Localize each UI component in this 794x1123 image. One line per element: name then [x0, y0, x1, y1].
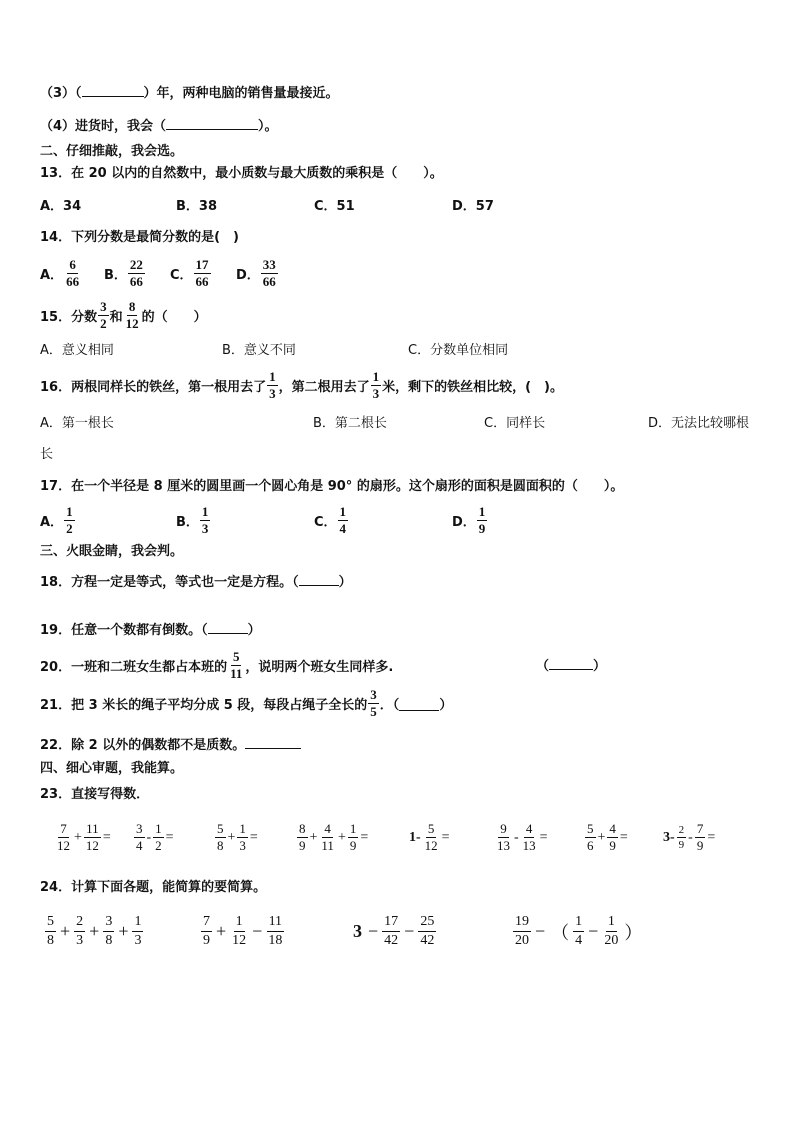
q3-answer-blank[interactable] [82, 82, 144, 97]
q24-expr-1: $\frac{5}{8}$ + $\frac{2}{3}$ + $\frac{3}{8}$ + $\frac{1}{3}$ [47, 914, 142, 948]
fraction: $\frac{33}{66}$ [262, 257, 276, 289]
q17-option-d[interactable]: D． $\frac{1}{9}$ [452, 504, 486, 536]
fraction: $\frac{4}{9}$ [609, 821, 616, 853]
q20-line: 20．一班和二班女生都占本班的 $\frac{5}{11}$ ，说明两个班女生同样多. [40, 649, 394, 681]
fraction: $\frac{1}{9}$ [349, 821, 357, 853]
fraction: $\frac{7}{12}$ [57, 821, 70, 853]
q13-option-b[interactable]: B．38 [176, 199, 217, 214]
fraction: $\frac{1}{4}$ [575, 914, 583, 948]
q20-answer: （ ） [536, 655, 606, 676]
q14-option-b[interactable]: B． $\frac{22}{66}$ [104, 257, 143, 289]
q19-answer-blank[interactable] [208, 619, 248, 634]
q17-text: 17．在一个半径是 8 厘米的圆里画一个圆心角是 90° 的扇形。这个扇形的面积是圆面积的（ ）。 [40, 479, 624, 494]
q13-option-c[interactable]: C．51 [314, 199, 355, 214]
q23-item-6: $\frac{9}{13}$ - $\frac{4}{13}$ = [497, 821, 548, 853]
fraction: $\frac{1}{3}$ [201, 504, 209, 536]
fraction: $\frac{6}{66}$ [66, 257, 80, 289]
fraction: $\frac{1}{2}$ [66, 504, 73, 536]
q17-option-b[interactable]: B． $\frac{1}{3}$ [176, 504, 209, 536]
q13-text: 13．在 20 以内的自然数中，最小质数与最大质数的乘积是（ ）。 [40, 166, 443, 181]
fraction: $\frac{1}{2}$ [155, 821, 162, 853]
q24-text: 24．计算下面各题，能简算的要简算。 [40, 880, 267, 895]
q20-answer-blank[interactable] [549, 655, 593, 670]
q4-answer-blank[interactable] [166, 115, 258, 130]
fraction: $\frac{1}{3}$ [239, 821, 246, 853]
q23-item-7: $\frac{5}{6}$ + $\frac{4}{9}$ = [587, 821, 628, 853]
fraction: $\frac{4}{11}$ [321, 821, 334, 853]
fraction: $\frac{5}{6}$ [587, 821, 594, 853]
section3-heading: 三、火眼金睛，我会判。 [40, 544, 184, 559]
fraction: $\frac{1}{3}$ [269, 369, 276, 401]
fraction: $\frac{1}{20}$ [604, 914, 619, 948]
q14-option-c[interactable]: C． $\frac{17}{66}$ [170, 257, 209, 289]
fraction: $\frac{3}{8}$ [105, 914, 113, 948]
q13-option-a[interactable]: A．34 [40, 199, 82, 214]
q24-expr-4: $\frac{19}{20}$ − （ $\frac{1}{4}$ − $\frac{1}{20}$ ） [515, 914, 643, 948]
fraction: $\frac{4}{13}$ [522, 821, 536, 853]
q13-option-d[interactable]: D．57 [452, 199, 494, 214]
fraction: $\frac{3}{2}$ [100, 299, 107, 331]
q19-line: 19．任意一个数都有倒数。（ ） [40, 619, 261, 640]
fraction: $\frac{5}{11}$ [230, 649, 243, 681]
fraction: $\frac{5}{12}$ [424, 821, 438, 853]
q18-answer-blank[interactable] [299, 571, 339, 586]
fraction: $\frac{1}{4}$ [339, 504, 347, 536]
q24-expr-3: 3 − $\frac{17}{42}$ − $\frac{25}{42}$ [353, 914, 435, 948]
fraction: $\frac{1}{3}$ [372, 369, 380, 401]
q16-option-a[interactable]: A．第一根长 [40, 416, 114, 431]
fraction: $\frac{2}{3}$ [76, 914, 84, 948]
fraction: $\frac{7}{9}$ [203, 914, 210, 948]
q22-line: 22．除 2 以外的偶数都不是质数。 [40, 734, 301, 755]
fraction: $\frac{5}{8}$ [217, 821, 224, 853]
fraction: $\frac{8}{9}$ [299, 821, 306, 853]
q18-line: 18．方程一定是等式，等式也一定是方程。（ ） [40, 571, 352, 592]
q15-option-a[interactable]: A．意义相同 [40, 343, 114, 358]
q23-item-5: 1- $\frac{5}{12}$ = [409, 821, 450, 853]
q21-answer-blank[interactable] [399, 696, 439, 711]
fraction: $\frac{11}{12}$ [85, 821, 99, 853]
fraction: $\frac{5}{8}$ [47, 914, 54, 948]
q4-line: （4）进货时，我会（ ）。 [40, 115, 278, 136]
fraction: $\frac{3}{4}$ [136, 821, 143, 853]
q3-line: （3）（ ）年，两种电脑的销售量最接近。 [40, 82, 339, 103]
q23-item-8: 3- $\frac{2}{9}$ - $\frac{7}{9}$ = [663, 821, 716, 853]
q16-option-d-wrap: 长 [40, 447, 54, 462]
q15-text: 15．分数 $\frac{3}{2}$ 和 $\frac{8}{12}$ 的（ ） [40, 299, 207, 331]
fraction: $\frac{3}{5}$ [370, 687, 377, 719]
q23-item-1: $\frac{7}{12}$ + $\frac{11}{12}$ = [57, 821, 111, 853]
q14-option-a[interactable]: A． $\frac{6}{66}$ [40, 257, 80, 289]
q24-expr-2: $\frac{7}{9}$ + $\frac{1}{12}$ − $\frac{11}{18}$ [203, 914, 283, 948]
fraction: $\frac{11}{18}$ [268, 914, 283, 948]
q14-text: 14．下列分数是最简分数的是( ) [40, 230, 239, 245]
fraction: $\frac{25}{42}$ [420, 914, 435, 948]
fraction: $\frac{17}{42}$ [384, 914, 399, 948]
fraction: $\frac{9}{13}$ [497, 821, 510, 853]
fraction: $\frac{22}{66}$ [129, 257, 143, 289]
fraction: $\frac{17}{66}$ [195, 257, 209, 289]
q22-answer-blank[interactable] [245, 734, 301, 749]
fraction: $\frac{19}{20}$ [515, 914, 529, 948]
q23-item-4: $\frac{8}{9}$ + $\frac{4}{11}$ + $\frac{1}{9}$ = [299, 821, 369, 853]
fraction: $\frac{8}{12}$ [125, 299, 139, 331]
q16-option-c[interactable]: C．同样长 [484, 416, 546, 431]
section2-heading: 二、仔细推敲，我会选。 [40, 144, 184, 159]
q21-line: 21．把 3 米长的绳子平均分成 5 段，每段占绳子全长的 $\frac{3}{5}$ ．（ ） [40, 687, 453, 719]
q14-option-d[interactable]: D． $\frac{33}{66}$ [236, 257, 276, 289]
fraction: $\frac{1}{9}$ [478, 504, 486, 536]
q17-option-a[interactable]: A． $\frac{1}{2}$ [40, 504, 73, 536]
section4-heading: 四、细心审题，我能算。 [40, 761, 184, 776]
q23-text: 23．直接写得数． [40, 787, 150, 802]
q16-option-d[interactable]: D．无法比较哪根 [648, 416, 750, 431]
fraction: $\frac{7}{9}$ [696, 821, 704, 853]
q16-text: 16．两根同样长的铁丝，第一根用去了 $\frac{1}{3}$ ，第二根用去了 $\frac{1}{3}$ 米，剩下的铁丝相比较，( )。 [40, 369, 563, 401]
q15-option-b[interactable]: B．意义不同 [222, 343, 296, 358]
fraction: $\frac{1}{3}$ [134, 914, 142, 948]
q23-item-3: $\frac{5}{8}$ + $\frac{1}{3}$ = [217, 821, 258, 853]
q16-option-b[interactable]: B．第二根长 [313, 416, 387, 431]
fraction: $\frac{1}{12}$ [232, 914, 247, 948]
q23-item-2: $\frac{3}{4}$ - $\frac{1}{2}$ = [136, 821, 174, 853]
q17-option-c[interactable]: C． $\frac{1}{4}$ [314, 504, 347, 536]
q15-option-c[interactable]: C．分数单位相同 [408, 343, 509, 358]
fraction: $\frac{2}{9}$ [678, 824, 685, 851]
